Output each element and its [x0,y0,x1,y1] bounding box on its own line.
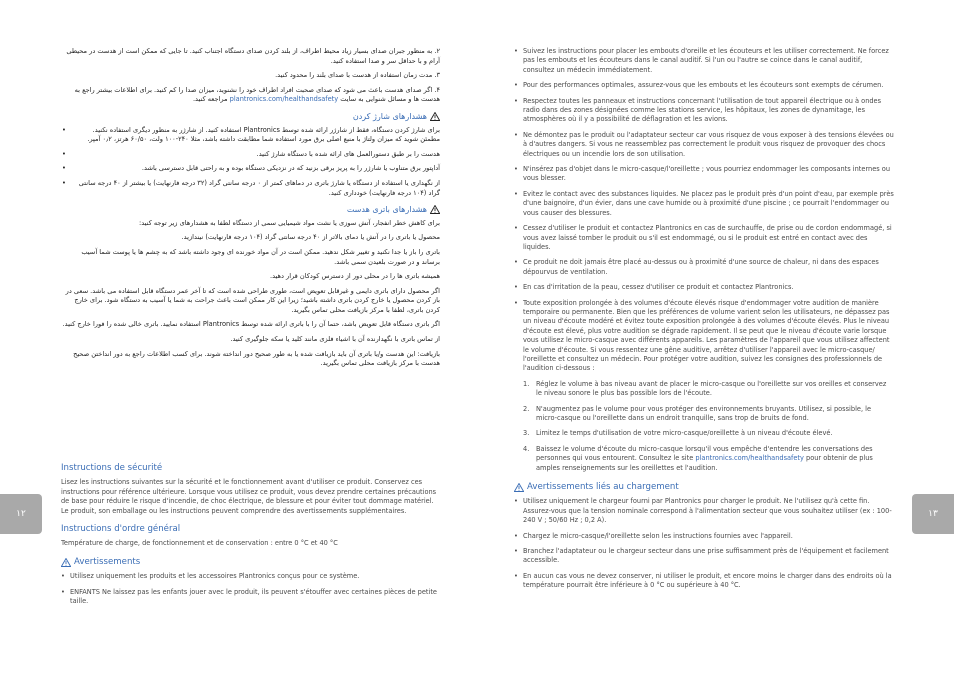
farsi-battery-item: همیشه باتری ها را در محلی دور از دسترس کودکان قرار دهید. [269,272,440,281]
warnings-title: Avertissements [61,558,439,567]
instruction-item: • N'insérez pas d'objet dans le micro-casque/l'oreillette ; vous pourriez endommager les composants internes ou vous blesser. [514,165,894,184]
charge-item: • Branchez l'adaptateur ou le chargeur secteur dans une prise suffisamment près de l'équipement et facilement accessible. [514,547,894,566]
page-number-tab: ۱۲ [0,494,42,534]
farsi-battery-item: اگر باتری دستگاه قابل تعویض باشد، حتما آن را با باتری ارائه شده توسط Plantronics استفاده نمایید. باتری خالی شده را فورا خارج کنید. [62,320,440,329]
warning-icon [61,558,71,567]
right-page [477,0,954,673]
instruction-item: • Cessez d'utiliser le produit et contactez Plantronics en cas de surchauffe, de prise ou de cordon endommagé, si vous avez laissé tomber le produit ou s'il est endommagé, ou si le produit est entré en contact avec des liquides. [514,224,894,252]
warning-item: • ENFANTS Ne laissez pas les enfants jouer avec le produit, ils peuvent s'étouffer avec certaines pièces de petite taille. [61,588,439,607]
warning-icon [430,112,440,121]
safety-title: Instructions de sécurité [61,463,163,473]
farsi-charge-item: • هدست را بر طبق دستورالعمل های ارائه شده با دستگاه شارژ کنید. [62,150,440,160]
health-link[interactable]: plantronics.com/healthandsafety [695,454,804,463]
farsi-charge-item: • برای شارژ کردن دستگاه، فقط از شارژر ارائه شده توسط Plantronics استفاده کنید. از شارژر به منظور دیگری استفاده نکنید. مطمئن شوید که میزان ولتاژ با منبع اصلی برق مورد استفاده شما مطابقت داشته باشد، مثلا ۲۴۰-۱۰۰ ولت، ۶۰/۵۰ هرتز، ۰٫۲ آمپر. [62,126,440,145]
farsi-battery-item: برای کاهش خطر انفجار، آتش سوزی یا نشت مواد شیمیایی سمی از دستگاه لطفا به هشدارهای زیر توجه کنید: [138,218,440,227]
hearing-item: 3. Limitez le temps d'utilisation de votre micro-casque/oreillette à un niveau d'écoute élevé. [523,429,833,438]
instruction-item: • Respectez toutes les panneaux et instructions concernant l'utilisation de tout appareil électrique ou à ondes radio dans des zones désignées comme les stations service, les hôpitaux, les zones de dynamitage, les atmosphères où il y a possibilité de déflagration et les avions. [514,97,894,125]
instruction-item: • Ce produit ne doit jamais être placé au-dessus ou à proximité d'une source de chaleur, ni dans des espaces dépourvus de ventilation. [514,258,894,277]
hearing-item: 2. N'augmentez pas le volume pour vous protéger des environnements bruyants. Utilisez, si possible, le micro-casque ou l'oreillette dans un endroit tranquille, sans trop de bruits de fond. [523,404,872,422]
hearing-item: 4. Baissez le volume d'écoute du micro-casque lorsqu'il vous empêche d'entendre les conversations des personnes qui vous entourent. Consultez le site plantronics.com/healthandsafety pour obtenir de plus amples renseignements sur les oreillettes et l'audition. [523,444,873,472]
farsi-charge-item: • آداپتور برق متناوب یا شارژر را به پریز برقی بزنید که در نزدیکی دستگاه بوده و به راحتی قابل دسترسی باشد. [62,164,440,174]
farsi-item: ۲. به منظور جبران صدای بسیار زیاد محیط اطراف، از بلند کردن صدای دستگاه اجتناب کنید. تا جایی که ممکن است از هدست در محیطی آرام و با حداقل سر و صدا استفاده کنید. [66,47,440,65]
farsi-battery-item: اگر محصول دارای باتری دایمی و غیرقابل تعویض است، طوری طراحی شده است که تا آخر عمر دستگاه قابل استفاده می باشد. سعی در باز کردن محصول یا خارج کردن باتری داشته باشید؛ زیرا این کار ممکن است باعث جراحت به شما یا آسیب به دستگاه شود. برای خارج کردن باتری، لطفا با مرکز بازیافت محلی تماس بگیرید. [65,286,440,314]
hearing-item: 1. Réglez le volume à bas niveau avant de placer le micro-casque ou l'oreillette sur vos oreilles et conservez le niveau sonore le plus bas possible lors de l'écoute. [523,379,887,398]
instruction-item: • Pour des performances optimales, assurez-vous que les embouts et les écouteurs sont exempts de cérumen. [514,81,894,90]
instruction-item: • En cas d'irritation de la peau, cessez d'utiliser ce produit et contactez Plantronics. [514,283,894,292]
warning-icon [514,483,524,492]
charge-item: • En aucun cas vous ne devez conserver, ni utiliser le produit, et encore moins le charger dans des endroits où la température pourrait être inférieure à 0 °C ou supérieure à 40 °C. [514,572,894,591]
french-right-section [514,47,894,597]
hearing-list [514,380,894,473]
instruction-item: • Ne démontez pas le produit ou l'adaptateur secteur car vous risquez de vous exposer à des tensions élevées ou à d'autres dangers. Si vous ne reassemblez pas correctement le produit vous risquez de provoquer des chocs électriques ou un incendie lors de son utilisation. [514,131,894,159]
farsi-battery-item: باتری را باز یا جدا نکنید و تغییر شکل ندهید. ممکن است در آن مواد خورنده ای وجود داشته باشد که به چشم ها یا پوست شما آسیب برساند و در صورت بلعیدن سمی باشد. [81,247,440,266]
warning-icon [430,205,440,214]
warning-item: • Utilisez uniquement les produits et les accessoires Plantronics conçus pour ce système. [61,572,439,581]
farsi-battery-item: بازیافت: این هدست و/یا باتری آن باید بازیافت شده یا به طور صحیح دور انداخته شوند. برای کسب اطلاعات راجع به دور انداختن صحیح هدست با مرکز بازیافت محلی تماس بگیرید. [73,349,440,368]
instruction-item: • Evitez le contact avec des substances liquides. Ne placez pas le produit près d'un point d'eau, par exemple près d'une baignoire, d'un évier, dans une cave humide ou à proximité d'une piscine ; ce pourrait l'endommager ou vous causer des blessures. [514,190,894,218]
farsi-section [62,47,440,374]
farsi-item: ۳. مدت زمان استفاده از هدست با صدای بلند را محدود کنید. [275,71,440,80]
general-text: Température de charge, de fonctionnement et de conservation : entre 0 °C et 40 °C [61,539,338,548]
charge-item: • Chargez le micro-casque/l'oreillette selon les instructions fournies avec l'appareil. [514,532,894,541]
farsi-item: ۴. اگر صدای هدست باعث می شود که صدای صحبت افراد اطراف خود را نشنوید، میزان صدا را کم کنید. برای اطلاعات بیشتر راجع به هدست ها و مسائل شنوایی به سایت plantronics.com/healthandsafety مراجعه کنید. [74,85,440,104]
general-title: Instructions d'ordre général [61,524,181,535]
farsi-charge-item: • از نگهداری یا استفاده از دستگاه یا شارژ باتری در دماهای کمتر از ۰ درجه سانتی گراد (۳۲ درجه فارنهایت) یا بیشتر از ۴۰ درجه سانتی گراد (۱۰۴ درجه فارنهایت) خودداری کنید. [62,179,440,198]
safety-text: Lisez les instructions suivantes sur la sécurité et le fonctionnement avant d'utiliser ce produit. Conservez ces instructions pour référence ultérieure. Lorsque vous utilisez ce produit, vous devez prendre certaines précautions de base pour réduire le risque d'incendie, de choc électrique, de blessure et pour éviter tout dommage matériel. Le produit, son emballage ou les instructions peuvent comprendre des avertissements supplémentaires. [61,478,437,515]
farsi-battery-item: از تماس باتری با نگهدارنده آن با اشیاء فلزی مانند کلید یا سکه جلوگیری کنید. [230,335,440,344]
charge-item: • Utilisez uniquement le chargeur fourni par Plantronics pour charger le produit. Ne l'utilisez qu'à cette fin. Assurez-vous que la tension nominale correspond à l'alimentation secteur que vous souhaitez utiliser (ex : 100-240 V ; 50/60 Hz ; 0,2 A). [514,497,894,525]
page-number-tab: ۱۳ [912,494,954,534]
charge-title: Avertissements liés au chargement [514,483,894,492]
french-safety-section [61,464,439,612]
farsi-battery-item: محصول یا باتری را در آتش یا دمای بالاتر از ۴۰ درجه سانتی گراد (۱۰۴ درجه فارنهایت) نیندازید. [181,233,440,242]
health-link-fa[interactable]: plantronics.com/healthandsafety [229,95,339,104]
farsi-battery-title: هشدارهای باتری هدست [62,205,440,215]
instruction-item: • Toute exposition prolongée à des volumes d'écoute élevés risque d'endommager votre audition de manière temporaire ou permanente. Bien que les préférences de volume varient selon les utilisateurs, ne dépassez pas un niveau d'écoute modéré et évitez toute exposition prolongée à des volumes d'écoute élevés. Plus le niveau d'écoute est élevé, plus votre audition se dégrade rapidement. Il se peut que le niveau d'écoute varie lorsque vous utilisez le micro-casque avec différents appareils. Les paramètres de l'appareil que vous utilisez affectent le volume d'écoute. Si vous ressentez une gêne auditive, arrêtez d'utiliser l'appareil avec le micro-casque/ l'oreillette et consultez un médecin. Pour protéger votre audition, suivez les consignes des professionnels de l'audition ci-dessous : [514,299,894,374]
instruction-item: • Suivez les instructions pour placer les embouts d'oreille et les écouteurs et les utiliser correctement. Ne forcez pas les embouts et les écouteurs dans le canal auditif. Si l'un ou l'autre se coince dans le canal auditif, consultez un médecin immédiatement. [514,47,894,75]
farsi-charge-title: هشدارهای شارژ کردن [62,112,440,122]
